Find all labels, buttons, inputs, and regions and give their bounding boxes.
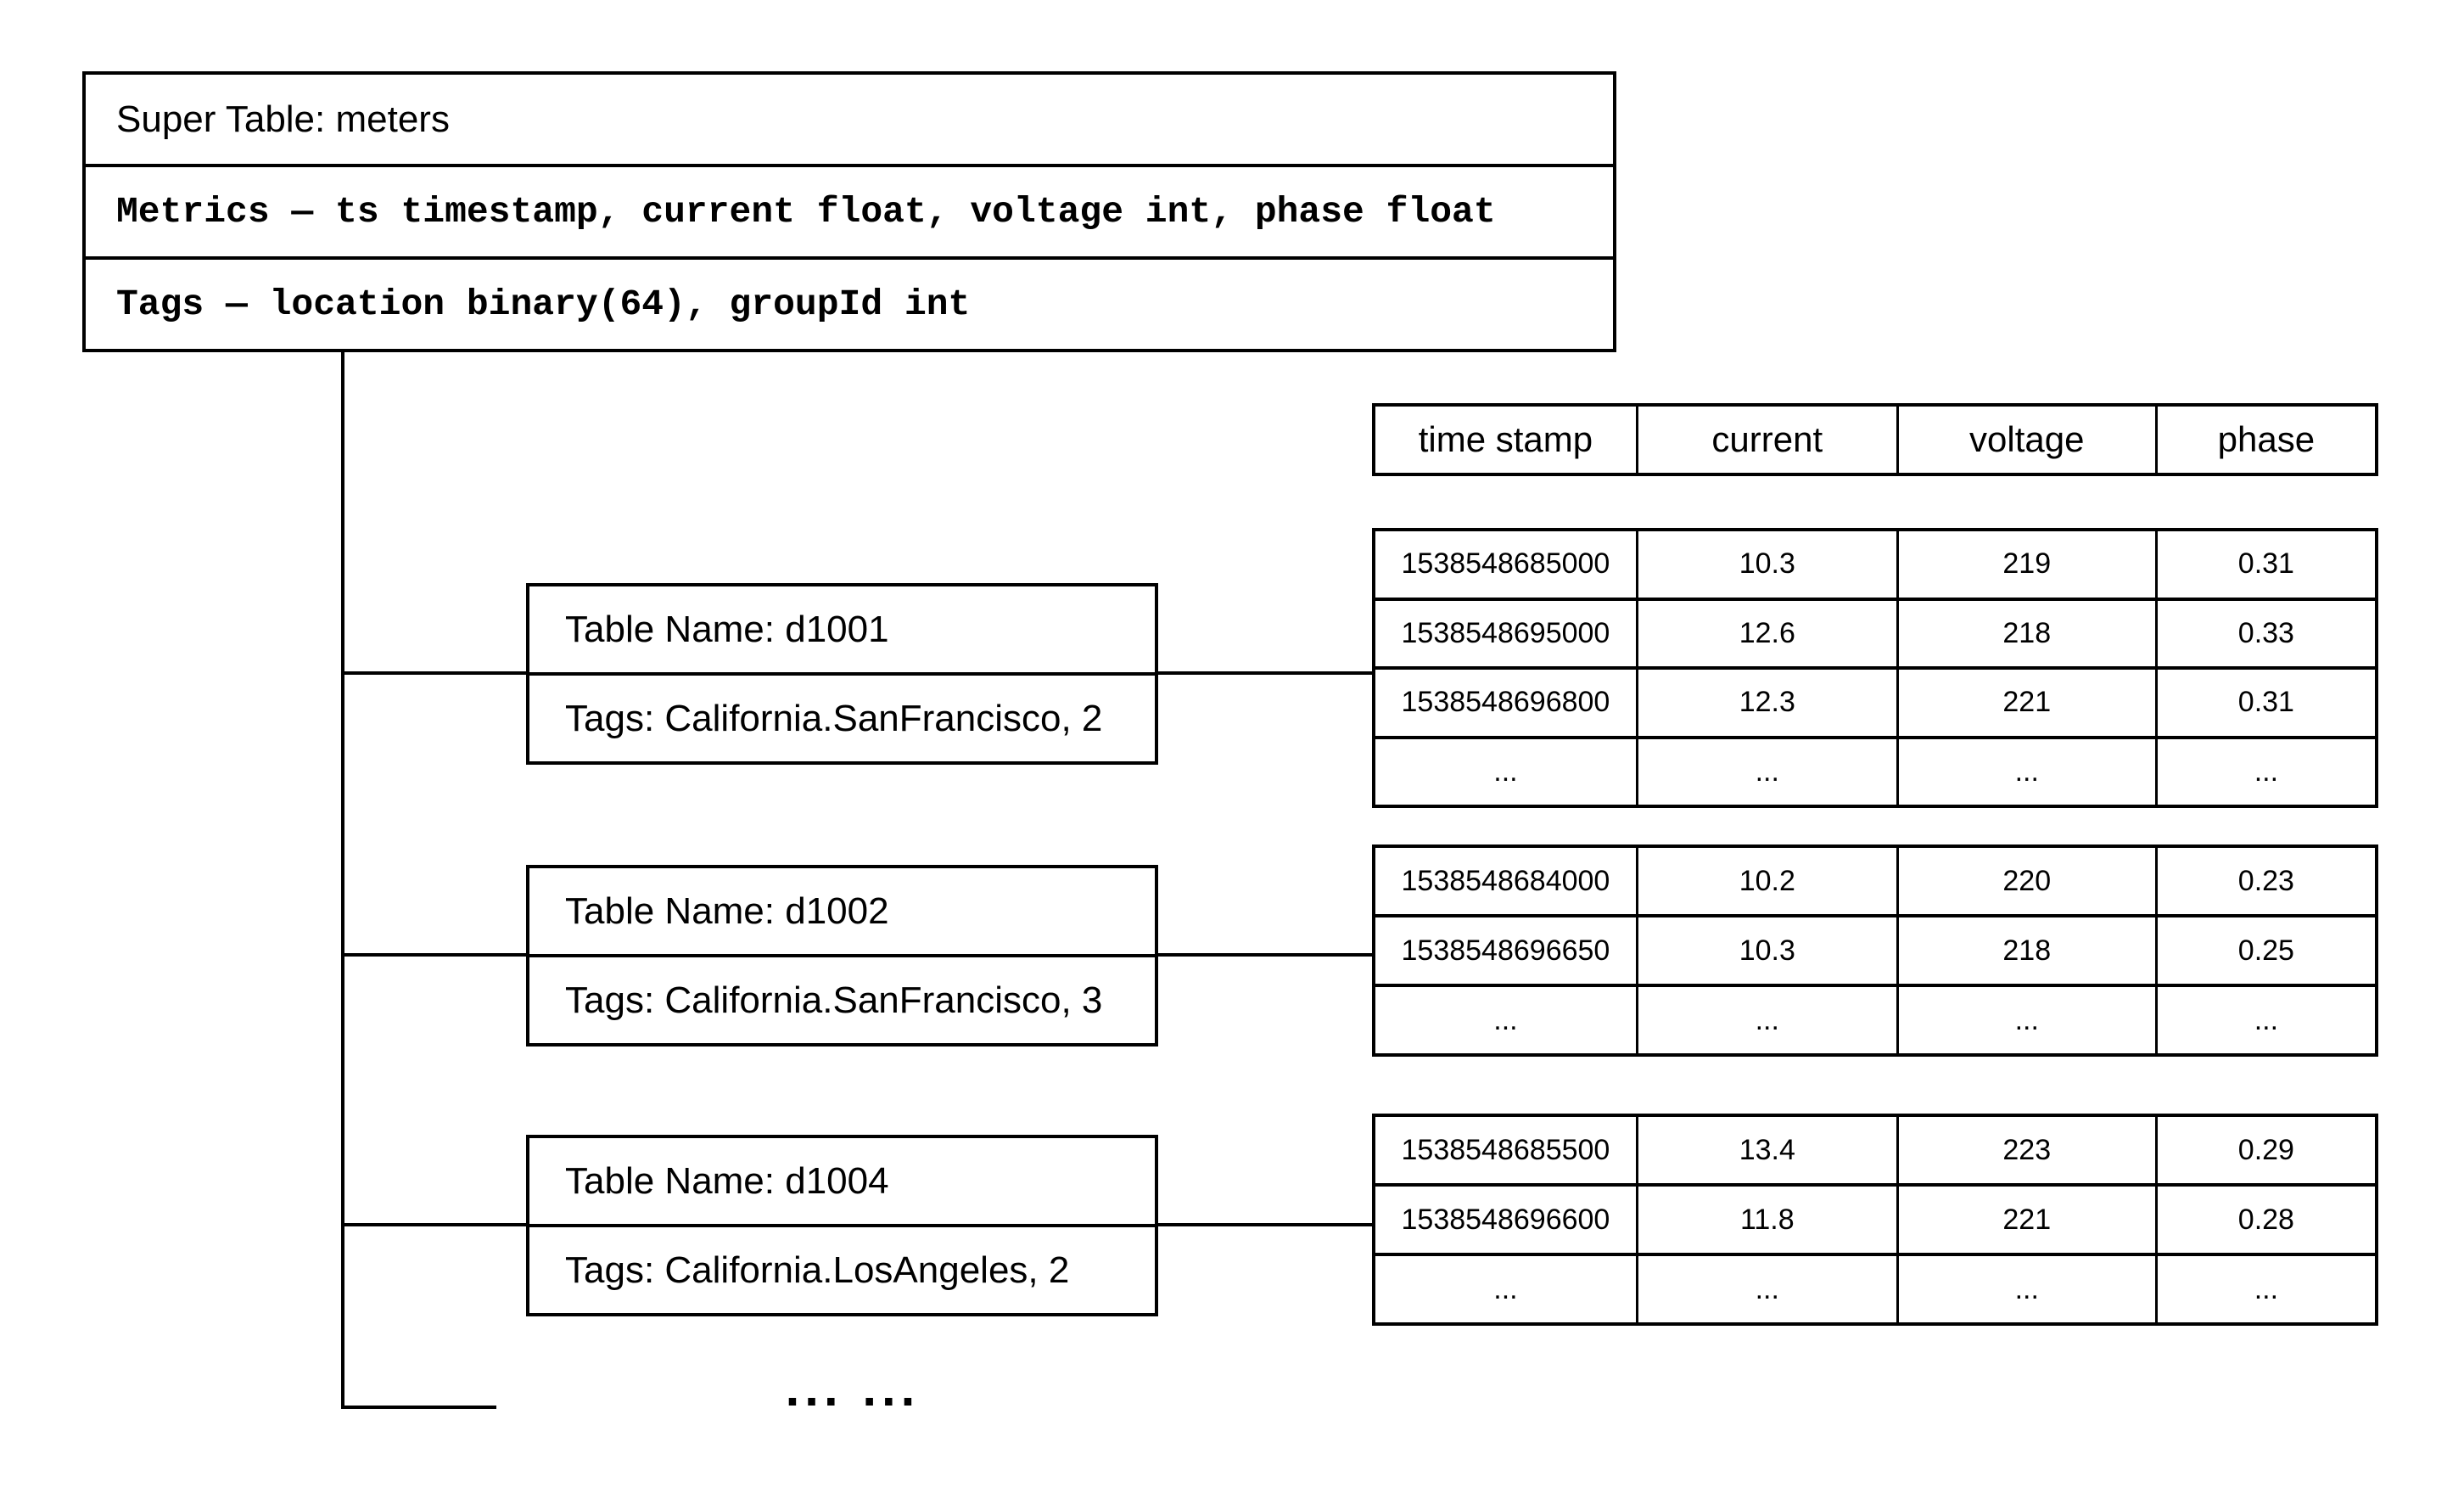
table-row	[1375, 984, 2375, 1053]
table-cell: ...	[1896, 987, 2155, 1053]
table-cell: 1538548696650	[1401, 934, 1610, 967]
device-box-d1001	[526, 583, 1158, 765]
table-cell: 219	[1896, 531, 2155, 598]
table-row	[1375, 914, 2375, 984]
table-cell: 1538548685000	[1401, 547, 1610, 581]
table-row	[1375, 736, 2375, 805]
branch-line-d1004	[341, 1223, 526, 1226]
column-header-row	[1372, 403, 2378, 476]
device-box-d1002	[526, 865, 1158, 1047]
table-row	[1375, 1117, 2375, 1183]
table-cell: ...	[1636, 739, 1896, 805]
table-cell: 0.31	[2155, 670, 2375, 736]
branch-line-more	[341, 1406, 496, 1409]
device-box-d1004	[526, 1135, 1158, 1316]
table-cell: 1538548696800	[1401, 686, 1610, 719]
table-cell: 1538548696600	[1401, 1203, 1610, 1236]
table-cell: 0.28	[2155, 1187, 2375, 1253]
table-cell: 0.31	[2155, 531, 2375, 598]
column-header-current: current	[1636, 407, 1896, 473]
table-cell: ...	[1896, 739, 2155, 805]
table-cell: 12.3	[1636, 670, 1896, 736]
table-cell: 221	[1896, 1187, 2155, 1253]
table-cell: 218	[1896, 917, 2155, 984]
device-tags-label: Tags: California.SanFrancisco, 3	[529, 954, 1155, 1043]
super-table-title: Super Table: meters	[116, 98, 450, 140]
table-cell: 12.6	[1636, 601, 1896, 667]
table-cell: ...	[1493, 755, 1518, 788]
table-cell: 0.33	[2155, 601, 2375, 667]
branch-line-d1002	[341, 953, 526, 957]
device-tags-label: Tags: California.SanFrancisco, 2	[529, 672, 1155, 761]
table-cell: 0.23	[2155, 848, 2375, 914]
table-cell: ...	[1896, 1256, 2155, 1322]
table-cell: 0.25	[2155, 917, 2375, 984]
table-cell: 13.4	[1636, 1117, 1896, 1183]
table-cell: 1538548695000	[1401, 616, 1610, 649]
table-cell: 10.3	[1636, 531, 1896, 598]
table-row	[1375, 666, 2375, 736]
connector-line-d1001-table	[1158, 671, 1372, 675]
table-cell: ...	[2155, 1256, 2375, 1322]
device-name-label: Table Name: d1004	[565, 1159, 889, 1202]
table-row	[1375, 407, 2375, 473]
table-cell: ...	[1636, 1256, 1896, 1322]
super-table-metrics: Metrics — ts timestamp, current float, voltage int, phase float	[86, 164, 1613, 256]
column-header-timestamp: time stamp	[1418, 419, 1593, 459]
table-cell: 218	[1896, 601, 2155, 667]
device-name-label: Table Name: d1001	[565, 608, 889, 650]
table-cell: 220	[1896, 848, 2155, 914]
super-table-box	[82, 71, 1616, 352]
table-cell: ...	[1636, 987, 1896, 1053]
data-table-d1002	[1372, 845, 2378, 1057]
table-cell: 1538548684000	[1401, 864, 1610, 897]
more-tables-ellipsis: ... ...	[785, 1359, 921, 1417]
connector-line-d1004-table	[1158, 1223, 1372, 1226]
table-cell: 1538548685500	[1401, 1133, 1610, 1166]
table-cell: ...	[2155, 987, 2375, 1053]
table-cell: 10.2	[1636, 848, 1896, 914]
table-cell: 11.8	[1636, 1187, 1896, 1253]
table-cell: ...	[2155, 739, 2375, 805]
device-name-label: Table Name: d1002	[565, 889, 889, 932]
table-cell: ...	[1493, 1272, 1518, 1305]
table-cell: 223	[1896, 1117, 2155, 1183]
column-header-phase: phase	[2155, 407, 2375, 473]
column-header-voltage: voltage	[1896, 407, 2155, 473]
super-table-tags: Tags — location binary(64), groupId int	[86, 256, 1613, 349]
trunk-line	[341, 352, 344, 1409]
table-cell: 221	[1896, 670, 2155, 736]
table-row	[1375, 598, 2375, 667]
table-row	[1375, 1183, 2375, 1253]
branch-line-d1001	[341, 671, 526, 675]
table-row	[1375, 848, 2375, 914]
table-cell: ...	[1493, 1003, 1518, 1036]
data-table-d1001	[1372, 528, 2378, 808]
connector-line-d1002-table	[1158, 953, 1372, 957]
table-row	[1375, 1253, 2375, 1322]
table-row	[1375, 531, 2375, 598]
data-table-d1004	[1372, 1114, 2378, 1326]
table-cell: 10.3	[1636, 917, 1896, 984]
table-cell: 0.29	[2155, 1117, 2375, 1183]
device-tags-label: Tags: California.LosAngeles, 2	[529, 1224, 1155, 1313]
